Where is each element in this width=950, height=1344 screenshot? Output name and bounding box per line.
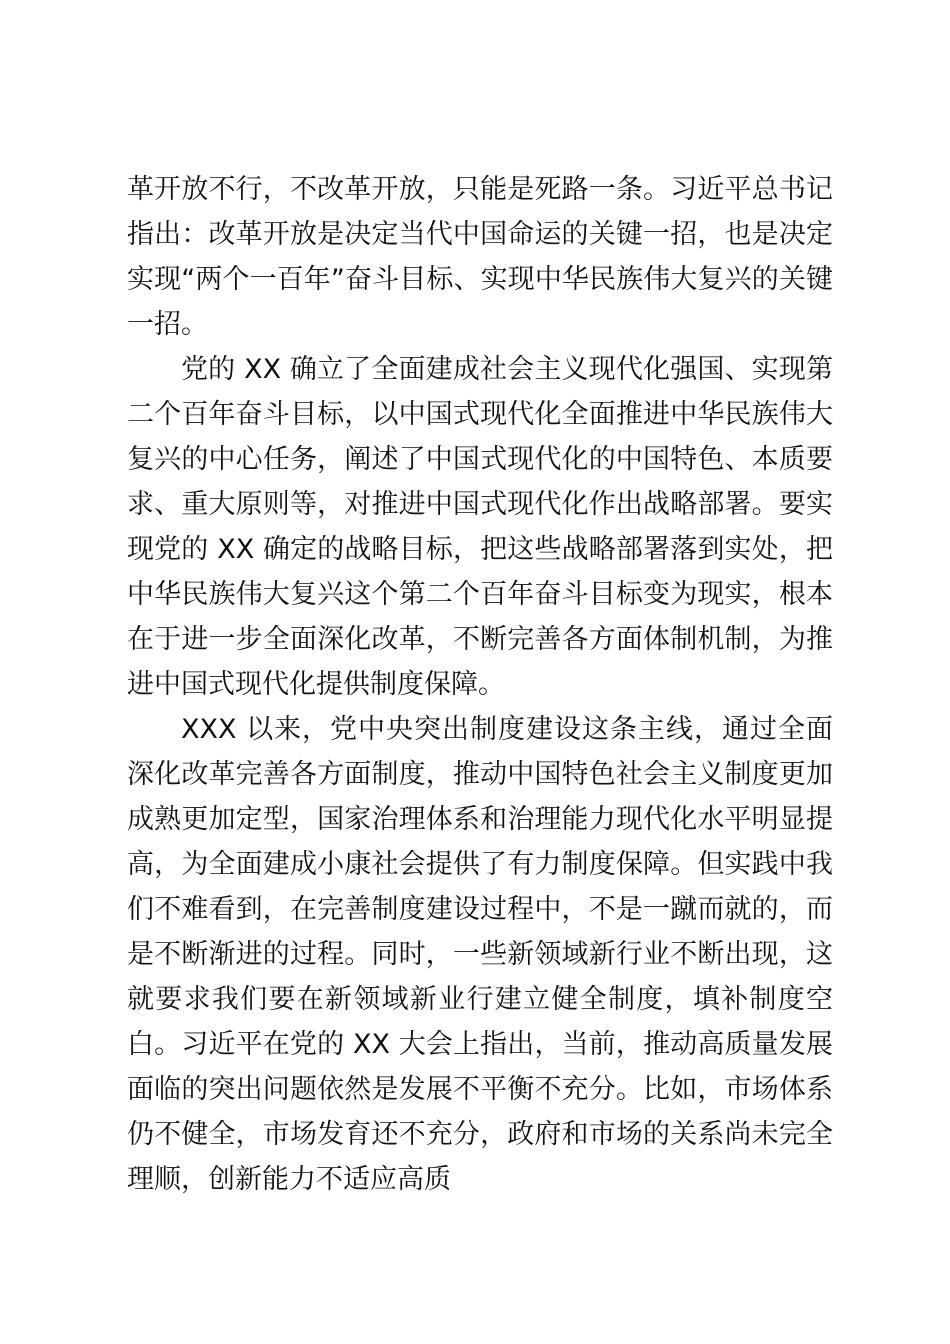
document-body — [127, 167, 833, 1202]
paragraph-3: XXX 以来，党中央突出制度建设这条主线，通过全面深化改革完善各方面制度，推动中国特色社会主义制度更加成熟更加定型，国家治理体系和治理能力现代化水平明显提高，为全面建成小康社会提供了有力制度保障。但实践中我们不难看到，在完善制度建设过程中，不是一蹴而就的，而是不断渐进的过程。同时，一些新领域新行业不断出现，这就要求我们要在新领域新业行建立健全制度，填补制度空白。习近平在党的 XX 大会上指出，当前，推动高质量发展面临的突出问题依然是发展不平衡不充分。比如，市场体系仍不健全，市场发育还不充分，政府和市场的关系尚未完全理顺，创新能力不适应高质 — [127, 714, 833, 1195]
paragraph-2: 党的 XX 确立了全面建成社会主义现代化强国、实现第二个百年奋斗目标，以中国式现代化全面推进中华民族伟大复兴的中心任务，阐述了中国式现代化的中国特色、本质要求、重大原则等，对推进中国式现代化作出战略部署。要实现党的 XX 确定的战略目标，把这些战略部署落到实处，把中华民族伟大复兴这个第二个百年奋斗目标变为现实，根本在于进一步全面深化改革，不断完善各方面体制机制，为推进中国式现代化提供制度保障。 — [127, 354, 833, 700]
paragraph-1: 革开放不行，不改革开放，只能是死路一条。习近平总书记指出：改革开放是决定当代中国命运的关键一招，也是决定实现“两个一百年”奋斗目标、实现中华民族伟大复兴的关键一招。 — [127, 174, 833, 340]
